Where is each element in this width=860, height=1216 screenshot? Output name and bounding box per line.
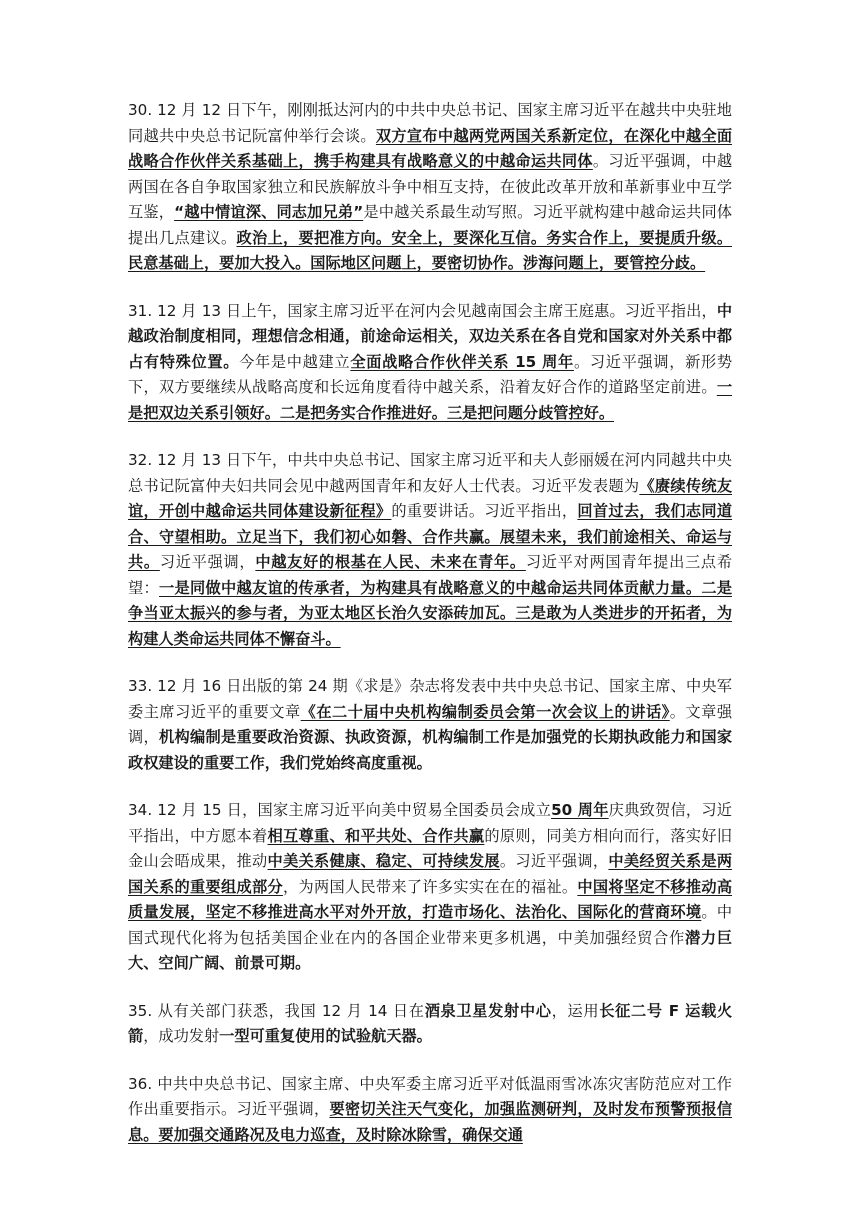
emphasized-text: 全面战略合作伙伴关系 15 周年 <box>350 352 574 371</box>
body-text: 是中越关系最生动写照。习近平就构建中越命运共同体提出几点建议。 <box>128 203 733 247</box>
emphasized-text: 一是同做中越友谊的传承者，为构建具有战略意义的中越命运共同体贡献力量。二是争当亚太振兴的参与者，为亚太地区长治久安添砖加瓦。三是敢为人类进步的开拓者，为构建人类命运共同体不懈奋斗。 <box>128 578 733 648</box>
emphasized-text: 潜力巨大、空间广阔、前景可期。 <box>128 928 733 972</box>
body-text: 习近平强调， <box>159 553 256 571</box>
body-text: 庆典致贺信，习近平指出，中方愿本着 <box>128 801 732 845</box>
emphasized-text: 相互尊重、和平共处、合作共赢 <box>267 826 485 845</box>
body-text: 35. 从有关部门获悉，我国 12 月 14 日在 <box>128 1001 425 1020</box>
emphasized-text: 长征二号 F 运载火箭 <box>128 1001 733 1045</box>
emphasized-text: 中美关系健康、稳定、可持续发展 <box>267 852 500 870</box>
body-text: ，运用 <box>551 1001 600 1020</box>
emphasized-text: 50 周年 <box>551 801 609 819</box>
body-text: 31. 12 月 13 日上午，国家主席习近平在河内会见越南国会主席王庭惠。习近平指出， <box>128 301 717 320</box>
news-item-33 <box>128 674 732 776</box>
body-text: 。习近平强调，新形势下，双方要继续从战略高度和长远角度看待中越关系，沿着友好合作的道路坚定前进。 <box>128 352 733 396</box>
emphasized-text: 中越政治制度相同，理想信念相通，前途命运相关，双边关系在各自党和国家对外关系中都占有特殊位置。 <box>128 301 732 371</box>
emphasized-text: 回首过去，我们志同道合、守望相助。立足当下，我们初心如磐、合作共赢。展望未来，我们前途相关、命运与共。 <box>128 502 733 571</box>
news-item-34 <box>128 798 732 977</box>
news-item-32 <box>128 448 732 652</box>
body-text: 今年是中越建立 <box>239 352 351 371</box>
news-item-31 <box>128 299 732 427</box>
news-item-30 <box>128 98 732 277</box>
body-text: 。习近平强调， <box>499 852 609 870</box>
emphasized-text: “越中情谊深、同志加兄弟” <box>174 203 364 221</box>
body-text: 33. 12 月 16 日出版的第 24 期《求是》杂志将发表中共中央总书记、国家主席、中央军委主席习近平的重要文章 <box>128 677 732 721</box>
emphasized-text: 中国将坚定不移推动高质量发展，坚定不移推进高水平对外开放，打造市场化、法治化、国际化的营商环境 <box>128 877 733 921</box>
body-text: 的重要讲话。习近平指出， <box>391 502 578 520</box>
body-text: 36. 中共中央总书记、国家主席、中央军委主席习近平对低温雨雪冰冻灾害防范应对工作作出重要指示。习近平强调， <box>128 1074 732 1118</box>
body-text: 。习近平强调，中越两国在各自争取国家独立和民族解放斗争中相互支持，在彼此改革开放和革新事业中互学互鉴， <box>128 152 733 221</box>
body-text: 34. 12 月 15 日，国家主席习近平向美中贸易全国委员会成立 <box>128 801 552 819</box>
body-text: 的原则，同美方相向而行，落实好旧金山会晤成果，推动 <box>128 826 733 870</box>
news-item-35 <box>128 999 732 1050</box>
body-text: 30. 12 月 12 日下午，刚刚抵达河内的中共中央总书记、国家主席习近平在越共中央驻地同越共中央总书记阮富仲举行会谈。 <box>128 101 732 145</box>
document-page <box>128 98 732 1170</box>
body-text: 32. 12 月 13 日下午，中共中央总书记、国家主席习近平和夫人彭丽媛在河内同越共中央总书记阮富仲夫妇共同会见中越两国青年和友好人士代表。习近平发表题为 <box>128 451 732 495</box>
emphasized-text: 《在二十届中央机构编制委员会第一次会议上的讲话》 <box>300 702 670 721</box>
emphasized-text: 要密切关注天气变化，加强监测研判，及时发布预警预报信息。要加强交通路况及电力巡查，及时除冰除雪，确保交通 <box>128 1100 733 1144</box>
body-text: 。文章强调， <box>128 702 733 746</box>
body-text: ，成功发射 <box>143 1027 220 1045</box>
news-item-36 <box>128 1072 732 1149</box>
body-text: ，为两国人民带来了许多实实在在的福祉。 <box>282 877 578 896</box>
body-text: 。中国式现代化将为包括美国企业在内的各国企业带来更多机遇，中美加强经贸合作 <box>128 903 733 947</box>
emphasized-text: 《赓续传统友谊，开创中越命运共同体建设新征程》 <box>128 476 733 520</box>
emphasized-text: 机构编制是重要政治资源、执政资源，机构编制工作是加强党的长期执政能力和国家政权建设的重要工作，我们党始终高度重视。 <box>128 728 733 772</box>
emphasized-text: 中越友好的根基在人民、未来在青年。 <box>255 553 526 571</box>
emphasized-text: 政治上，要把准方向。安全上，要深化互信。务实合作上，要提质升级。民意基础上，要加大投入。国际地区问题上，要密切协作。涉海问题上，要管控分歧。 <box>128 228 733 272</box>
emphasized-text: 一是把双边关系引领好。二是把务实合作推进好。三是把问题分歧管控好。 <box>128 378 732 422</box>
emphasized-text: 中美经贸关系是两国关系的重要组成部分 <box>128 852 733 896</box>
emphasized-text: 一型可重复使用的试验航天器。 <box>219 1027 432 1045</box>
body-text: 习近平对两国青年提出三点希望： <box>128 553 733 597</box>
emphasized-text: 酒泉卫星发射中心 <box>424 1001 552 1020</box>
emphasized-text: 双方宣布中越两党两国关系新定位，在深化中越全面战略合作伙伴关系基础上，携手构建具有战略意义的中越命运共同体 <box>128 126 733 170</box>
